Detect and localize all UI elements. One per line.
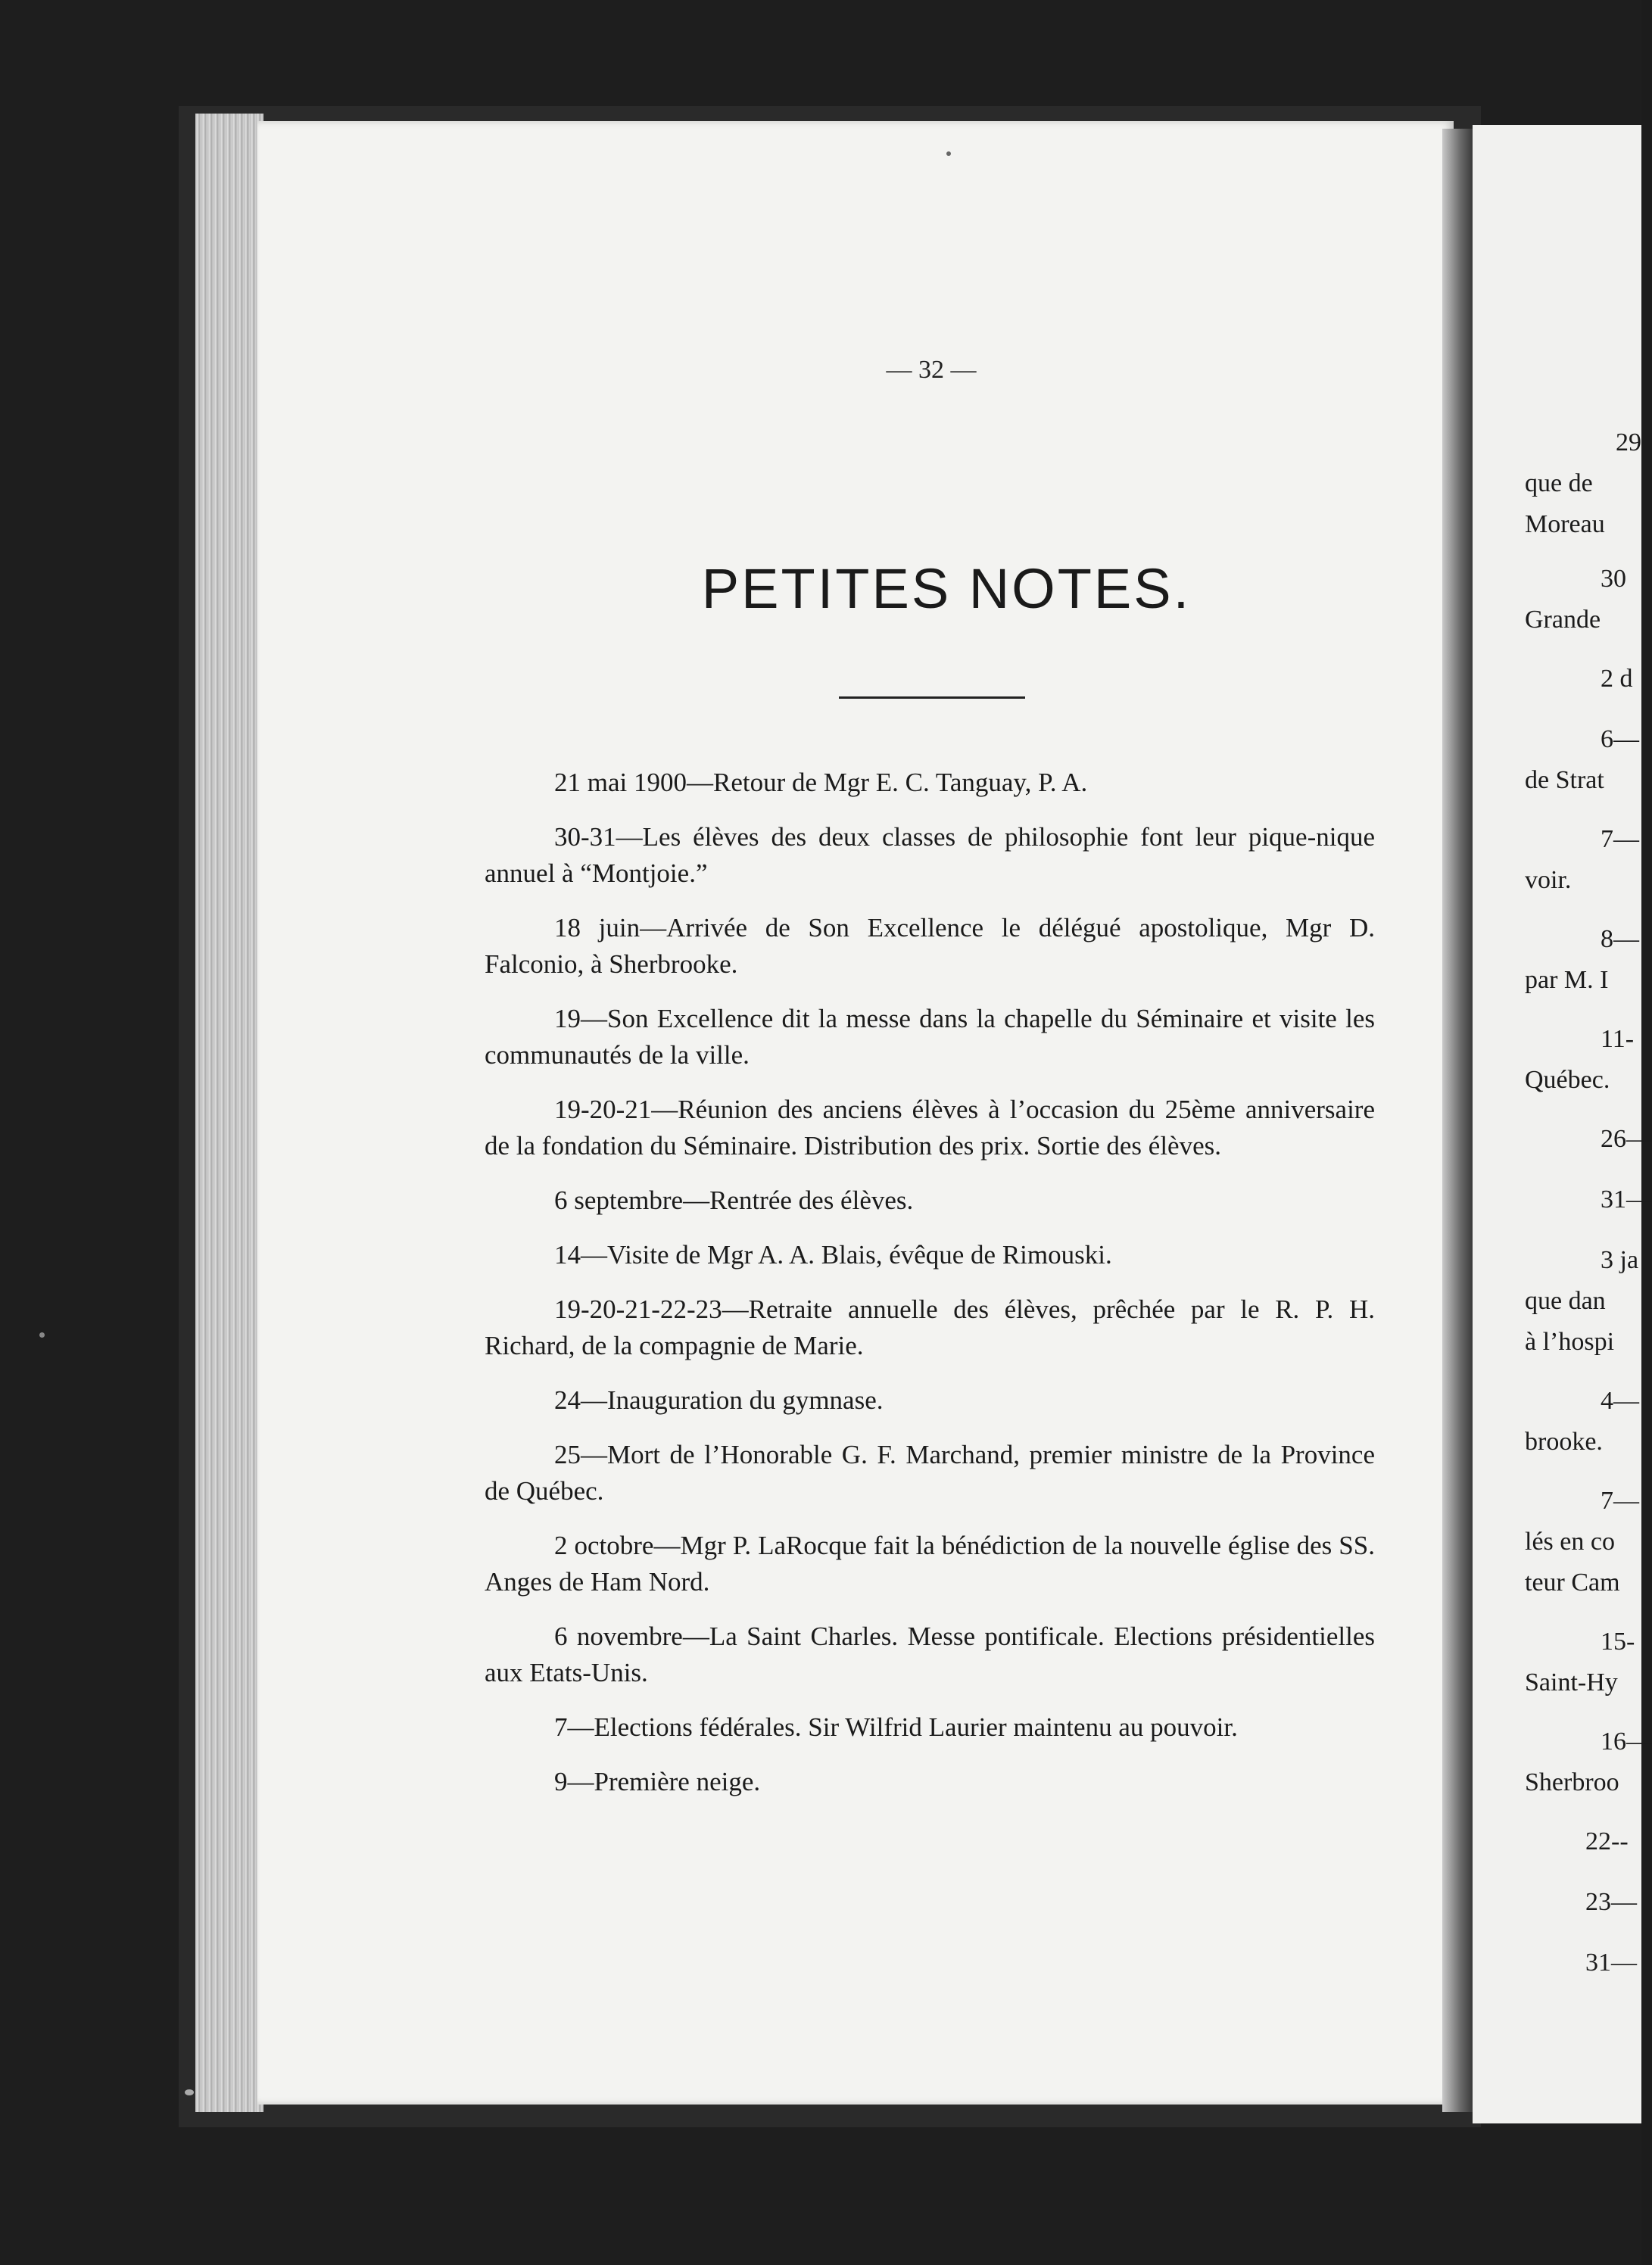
right-fragment: Grande — [1525, 606, 1601, 634]
right-fragment: brooke. — [1525, 1428, 1603, 1456]
dust-speck — [39, 1332, 45, 1338]
right-fragment: à l’hospi — [1525, 1328, 1615, 1356]
right-fragment: 22-- — [1585, 1827, 1629, 1855]
right-fragment: 26— — [1601, 1125, 1652, 1153]
page-title: PETITES NOTES. — [701, 557, 1192, 620]
right-fragment: 30 — [1601, 565, 1626, 593]
note-entry: 30-31—Les élèves des deux classes de philosophie font leur pique-nique annuel à “Montjoie.” — [485, 822, 1375, 888]
right-fragment: que dan — [1525, 1287, 1606, 1315]
right-fragment: 31— — [1585, 1949, 1637, 1977]
right-fragment: 6— — [1601, 725, 1639, 753]
right-fragment: 8— — [1601, 925, 1639, 953]
right-fragment: 31— — [1601, 1185, 1652, 1214]
right-fragment: Moreau — [1525, 510, 1605, 538]
right-fragment: Sherbroo — [1525, 1768, 1619, 1796]
page-edges — [195, 114, 263, 2112]
note-entry: 21 mai 1900—Retour de Mgr E. C. Tanguay, P. A. — [554, 768, 1088, 797]
note-entry: 6 septembre—Rentrée des élèves. — [554, 1185, 914, 1215]
right-fragment: 7— — [1601, 1487, 1639, 1515]
right-fragment: lés en co — [1525, 1528, 1615, 1556]
note-entry: 9—Première neige. — [554, 1767, 761, 1796]
book-gutter — [1442, 129, 1473, 2112]
right-fragment: Québec. — [1525, 1066, 1610, 1094]
right-fragment: 29 — [1616, 428, 1641, 456]
dust-speck — [946, 151, 951, 156]
right-fragment: par M. I — [1525, 966, 1609, 994]
right-fragment: de Strat — [1525, 766, 1604, 794]
right-fragment: 23— — [1585, 1888, 1637, 1916]
right-fragment: 2 d — [1601, 665, 1633, 693]
notes-list — [485, 765, 1375, 1818]
right-fragment: que de — [1525, 469, 1593, 497]
title-rule — [839, 696, 1025, 699]
note-entry: 18 juin—Arrivée de Son Excellence le délégué apostolique, Mgr D. Falconio, à Sherbrooke. — [485, 913, 1375, 979]
note-entry: 19-20-21—Réunion des anciens élèves à l’occasion du 25ème anniversaire de la fondation du Séminaire. Distribution des prix. Sortie des élèves. — [485, 1095, 1375, 1161]
note-entry: 2 octobre—Mgr P. LaRocque fait la bénédiction de la nouvelle église des SS. Anges de Ham Nord. — [485, 1531, 1375, 1597]
note-entry: 6 novembre—La Saint Charles. Messe pontificale. Elections présidentielles aux Etats-Unis. — [485, 1622, 1375, 1687]
right-fragment: 15- — [1601, 1628, 1635, 1656]
page-number: — 32 — — [886, 356, 977, 384]
note-entry: 7—Elections fédérales. Sir Wilfrid Laurier maintenu au pouvoir. — [554, 1712, 1238, 1742]
dust-speck — [185, 2089, 194, 2095]
right-fragment: Saint-Hy — [1525, 1668, 1618, 1696]
right-fragment: voir. — [1525, 866, 1572, 894]
right-fragment: 11- — [1601, 1025, 1635, 1053]
right-fragment: 3 ja — [1601, 1246, 1639, 1274]
right-fragment: 4— — [1601, 1387, 1639, 1415]
right-fragment: 7— — [1601, 825, 1639, 853]
note-entry: 19—Son Excellence dit la messe dans la chapelle du Séminaire et visite les communautés de la ville. — [485, 1004, 1375, 1070]
note-entry: 19-20-21-22-23—Retraite annuelle des élèves, prêchée par le R. P. H. Richard, de la compagnie de Marie. — [485, 1295, 1375, 1360]
note-entry: 14—Visite de Mgr A. A. Blais, évêque de Rimouski. — [554, 1240, 1112, 1270]
note-entry: 24—Inauguration du gymnase. — [554, 1385, 884, 1415]
note-entry: 25—Mort de l’Honorable G. F. Marchand, premier ministre de la Province de Québec. — [485, 1440, 1375, 1506]
right-fragment: teur Cam — [1525, 1569, 1620, 1597]
right-fragment: 16— — [1601, 1728, 1652, 1756]
